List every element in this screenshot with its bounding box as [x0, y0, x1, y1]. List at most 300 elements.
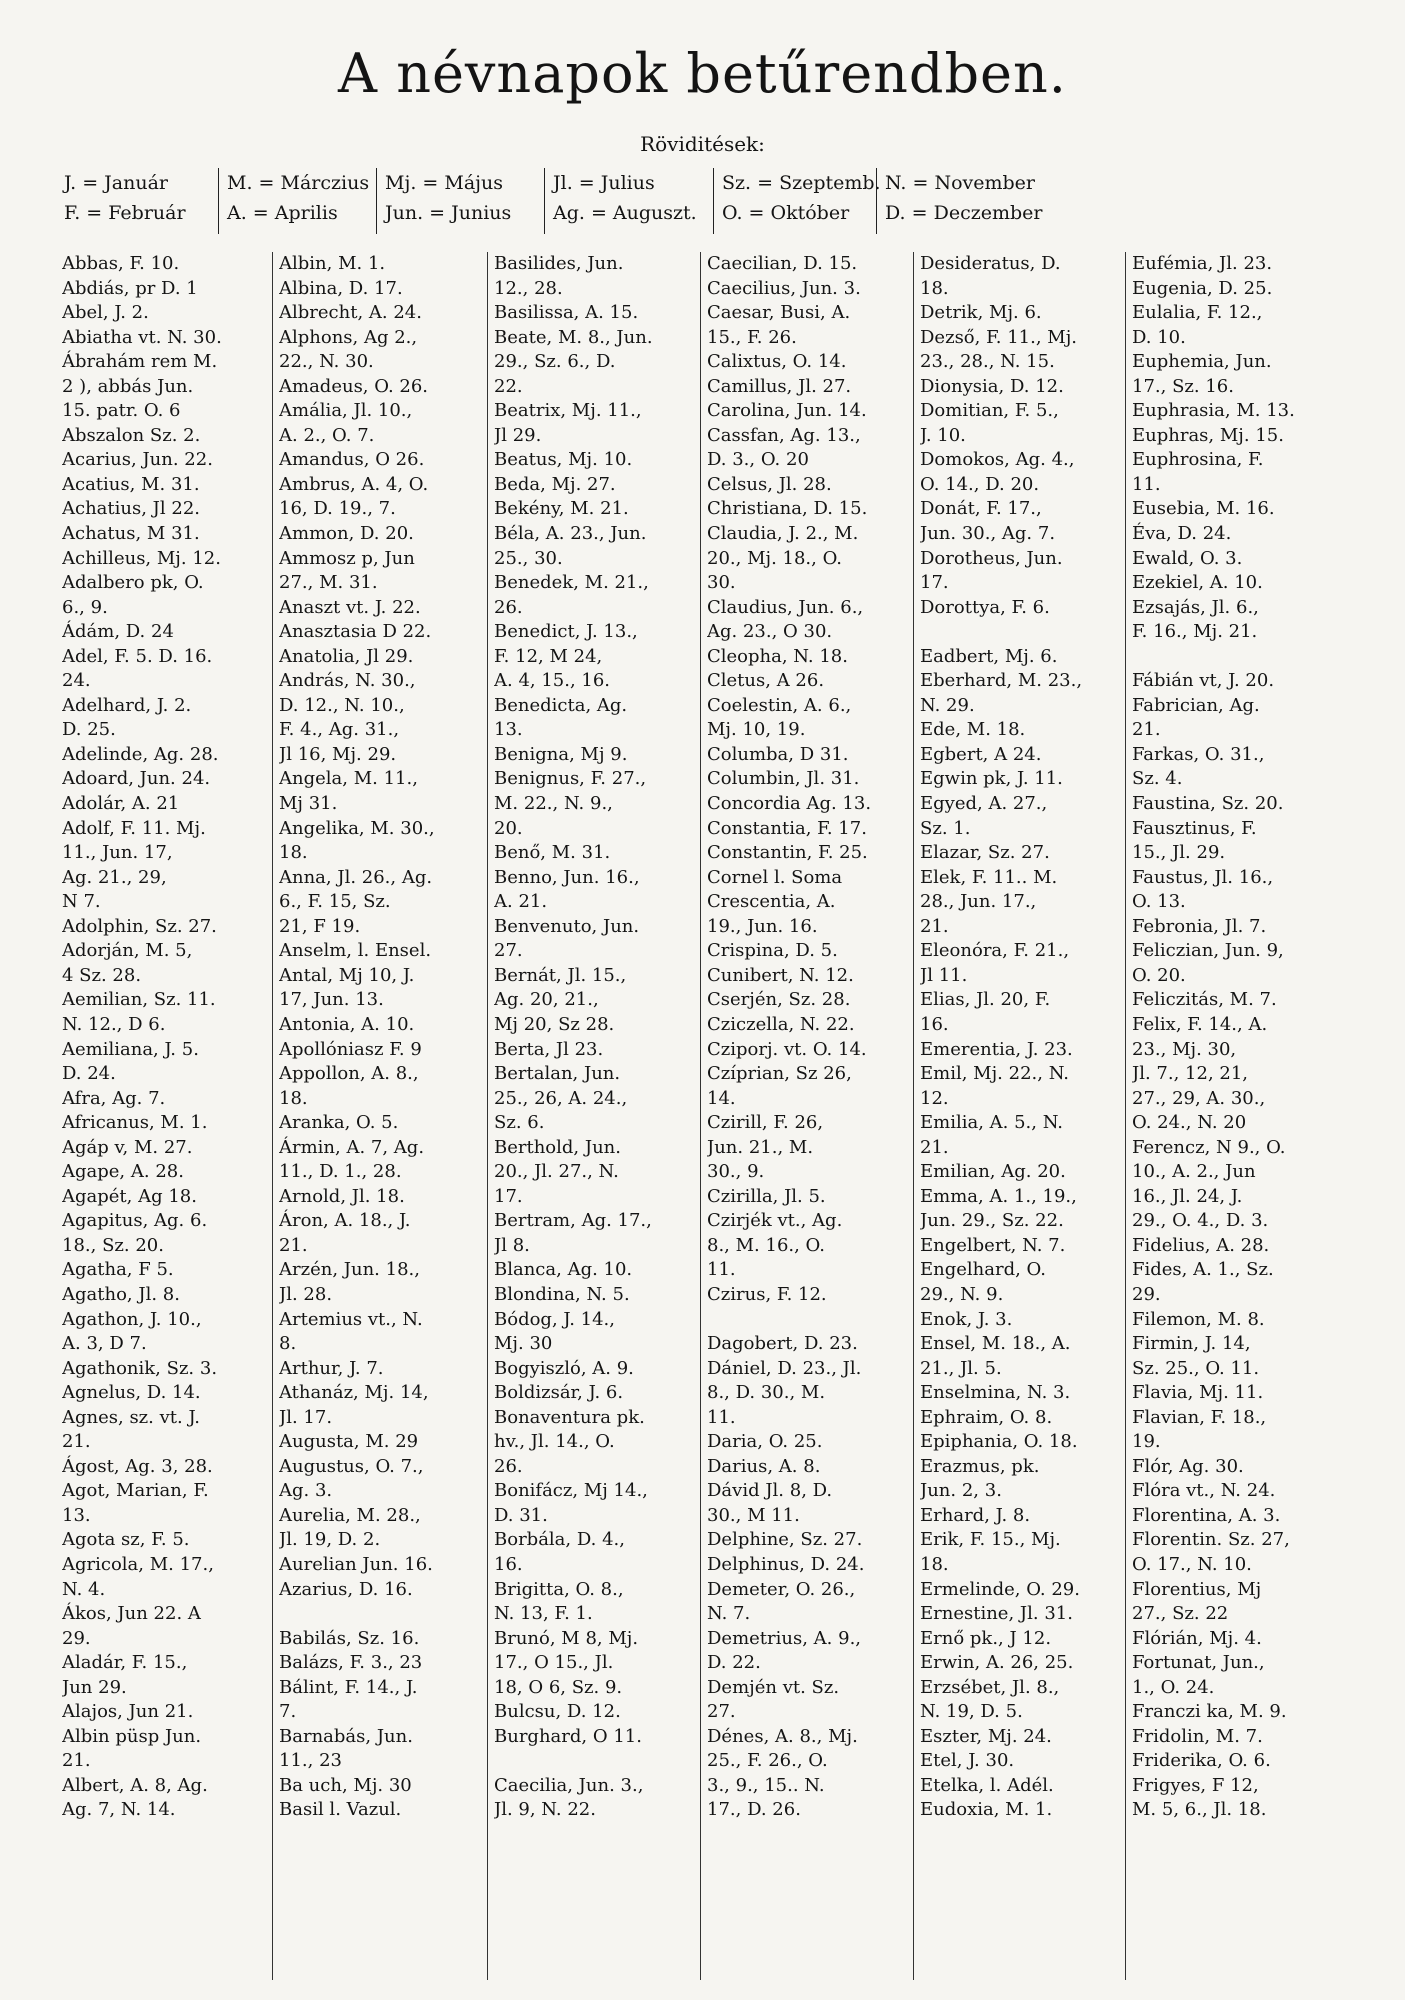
- name-day-entry: Bernát, Jl. 15.,: [494, 964, 627, 986]
- name-day-entry: Cziczella, N. 22.: [707, 1013, 855, 1035]
- name-day-entry: 13.: [62, 1504, 91, 1526]
- name-day-entry: Berta, Jl 23.: [494, 1038, 604, 1060]
- name-day-entry: Sz. 1.: [920, 817, 971, 839]
- name-day-entry: András, N. 30.,: [279, 670, 416, 692]
- name-day-entry: Achilleus, Mj. 12.: [62, 547, 221, 569]
- name-day-entry: Ernő pk., J 12.: [920, 1627, 1052, 1649]
- name-day-entry: Aemilian, Sz. 11.: [62, 989, 216, 1011]
- name-day-entry: Achatius, Jl 22.: [62, 498, 200, 520]
- name-day-entry: Emerentia, J. 23.: [920, 1038, 1073, 1060]
- name-day-entry: Artemius vt., N.: [279, 1308, 423, 1330]
- name-day-entry: Elias, Jl. 20, F.: [920, 989, 1051, 1011]
- legend-entry: Jun. = Junius: [385, 202, 512, 224]
- name-day-entry: Feliczitás, M. 7.: [1132, 989, 1277, 1011]
- name-day-entry: 27.: [494, 940, 523, 962]
- name-day-entry: Delphine, Sz. 27.: [707, 1529, 863, 1551]
- name-day-entry: Anaszt vt. J. 22.: [279, 596, 421, 618]
- name-day-column: [272, 252, 487, 1980]
- name-day-entry: D. 10.: [1132, 326, 1186, 348]
- name-day-entry: Eulalia, F. 12.,: [1132, 302, 1263, 324]
- name-day-entry: Agapét, Ag 18.: [62, 1185, 197, 1207]
- name-day-entry: 2 ), abbás Jun.: [62, 375, 194, 397]
- name-day-entry: Augusta, M. 29: [279, 1431, 419, 1453]
- name-day-entry: F. 12, M 24,: [494, 645, 603, 667]
- name-day-entry: 30., M 11.: [707, 1504, 800, 1526]
- name-day-entry: Angela, M. 11.,: [279, 768, 418, 790]
- name-day-entry: N. 13, F. 1.: [494, 1603, 593, 1625]
- name-day-entry: Benedict, J. 13.,: [494, 621, 638, 643]
- name-day-entry: 6., 9.: [62, 596, 108, 618]
- name-day-entry: Ag. 23., O 30.: [707, 621, 833, 643]
- name-day-entry: 20., Jl. 27., N.: [494, 1161, 619, 1183]
- name-day-entry: 18., Sz. 20.: [62, 1234, 164, 1256]
- name-day-entry: 30.: [707, 572, 736, 594]
- name-day-entry: Dávid Jl. 8, D.: [707, 1480, 833, 1502]
- name-day-entry: Engelhard, O.: [920, 1259, 1046, 1281]
- name-day-entry: N. 29.: [920, 694, 975, 716]
- name-day-entry: Ewald, O. 3.: [1132, 547, 1243, 569]
- name-day-entry: Anna, Jl. 26., Ag.: [279, 866, 433, 888]
- name-day-entry: Desideratus, D.: [920, 253, 1061, 274]
- name-day-entry: Jl 16, Mj. 29.: [279, 743, 397, 765]
- name-day-entry: Daria, O. 25.: [707, 1431, 823, 1453]
- name-day-entry: N. 7.: [707, 1603, 751, 1625]
- name-day-entry: 1., O. 24.: [1132, 1676, 1215, 1698]
- name-day-entry: Cornel l. Soma: [707, 866, 843, 888]
- name-day-entry: F. 16., Mj. 21.: [1132, 621, 1258, 643]
- legend-entry: A. = Aprilis: [227, 202, 338, 224]
- name-day-entry: Arzén, Jun. 18.,: [279, 1259, 420, 1281]
- name-day-entry: Erik, F. 15., Mj.: [920, 1529, 1061, 1551]
- name-day-entry: Cassfan, Ag. 13.,: [707, 424, 861, 446]
- name-day-entry: Appollon, A. 8.,: [279, 1063, 419, 1085]
- name-day-entry: Ezsajás, Jl. 6.,: [1132, 596, 1259, 618]
- name-day-entry: M. 5, 6., Jl. 18.: [1132, 1799, 1267, 1821]
- name-day-entry: Euphemia, Jun.: [1132, 351, 1272, 373]
- legend-entry: Jl. = Julius: [553, 172, 655, 194]
- name-day-entry: Dénes, A. 8., Mj.: [707, 1725, 858, 1747]
- name-day-entry: Ag. 3.: [279, 1480, 333, 1502]
- name-day-entry: Bódog, J. 14.,: [494, 1308, 615, 1330]
- name-day-entry: Dorottya, F. 6.: [920, 596, 1050, 618]
- name-day-entry: Basilissa, A. 15.: [494, 302, 639, 324]
- name-day-entry: Eudoxia, M. 1.: [920, 1799, 1053, 1821]
- name-day-entry: Aranka, O. 5.: [279, 1112, 399, 1134]
- name-day-entry: Antal, Mj 10, J.: [279, 964, 415, 986]
- name-day-entry: 11., D. 1., 28.: [279, 1161, 402, 1183]
- name-day-entry: Delphinus, D. 24.: [707, 1553, 865, 1575]
- name-day-entry: Dorotheus, Jun.: [920, 547, 1063, 569]
- name-day-entry: Crescentia, A.: [707, 891, 836, 913]
- name-day-entry: Felix, F. 14., A.: [1132, 1013, 1268, 1035]
- name-day-entry: 18, O 6, Sz. 9.: [494, 1676, 623, 1698]
- name-day-entry: Florentius, Mj: [1132, 1578, 1262, 1600]
- name-day-entry: 17., D. 26.: [707, 1799, 801, 1821]
- name-day-entry: 21.: [62, 1431, 91, 1453]
- name-day-entry: Amadeus, O. 26.: [279, 375, 429, 397]
- name-day-entry: Caecilius, Jun. 3.: [707, 277, 861, 299]
- name-day-entry: Ezekiel, A. 10.: [1132, 572, 1263, 594]
- name-day-entry: Demeter, O. 26.,: [707, 1578, 856, 1600]
- name-day-entry: 6., F. 15, Sz.: [279, 891, 391, 913]
- name-day-entry: Demjén vt. Sz.: [707, 1676, 840, 1698]
- name-day-entry: Czirill, F. 26,: [707, 1112, 824, 1134]
- name-day-entry: Adolf, F. 11. Mj.: [62, 817, 206, 839]
- name-day-entry: Anasztasia D 22.: [279, 621, 432, 643]
- name-day-entry: Adelhard, J. 2.: [62, 694, 192, 716]
- name-day-entry: Adolár, A. 21: [62, 793, 180, 815]
- name-day-entry: Etel, J. 30.: [920, 1750, 1015, 1772]
- name-day-entry: Bertalan, Jun.: [494, 1063, 621, 1085]
- name-day-entry: 18.: [920, 1553, 949, 1575]
- name-day-entry: M. 22., N. 9.,: [494, 793, 613, 815]
- name-day-entry: [707, 1308, 913, 1333]
- name-day-entry: Cziporj. vt. O. 14.: [707, 1038, 867, 1060]
- name-day-entry: 16, D. 19., 7.: [279, 498, 396, 520]
- name-day-entry: Blondina, N. 5.: [494, 1283, 630, 1305]
- name-day-entry: Adalbero pk, O.: [62, 572, 204, 594]
- name-day-entry: Ag. 21., 29,: [62, 866, 167, 888]
- name-day-entry: 17, Jun. 13.: [279, 989, 384, 1011]
- name-day-entry: Benigna, Mj 9.: [494, 743, 628, 765]
- name-day-entry: Antonia, A. 10.: [279, 1013, 415, 1035]
- name-day-entry: Angelika, M. 30.,: [279, 817, 435, 839]
- name-day-entry: Áron, A. 18., J.: [279, 1210, 411, 1232]
- name-day-entry: 26.: [494, 596, 523, 618]
- name-day-column: [700, 252, 913, 1980]
- name-day-entry: Domokos, Ag. 4.,: [920, 449, 1075, 471]
- name-day-entry: 23., 28., N. 15.: [920, 351, 1055, 373]
- name-day-entry: Elek, F. 11.. M.: [920, 866, 1058, 888]
- name-day-entry: 11.: [707, 1406, 736, 1428]
- name-day-entry: Agota sz, F. 5.: [62, 1529, 190, 1551]
- name-day-entry: Burghard, O 11.: [494, 1725, 642, 1747]
- name-day-entry: Crispina, D. 5.: [707, 940, 838, 962]
- name-day-entry: 26.: [494, 1455, 523, 1477]
- name-day-entry: Africanus, M. 1.: [62, 1112, 208, 1134]
- name-day-entry: Jl. 7., 12, 21,: [1132, 1063, 1249, 1085]
- name-day-entry: Abdiás, pr D. 1: [62, 277, 198, 299]
- name-day-entry: 29.: [1132, 1283, 1161, 1305]
- name-day-entry: O. 20.: [1132, 964, 1186, 986]
- name-day-entry: Ag. 20, 21.,: [494, 989, 599, 1011]
- name-day-entry: Friderika, O. 6.: [1132, 1750, 1271, 1772]
- name-day-entry: Abiatha vt. N. 30.: [62, 326, 222, 348]
- name-day-entry: Albina, D. 17.: [279, 277, 403, 299]
- name-day-entry: Fridolin, M. 7.: [1132, 1725, 1263, 1747]
- name-day-entry: Flór, Ag. 30.: [1132, 1455, 1244, 1477]
- name-day-entry: Detrik, Mj. 6.: [920, 302, 1042, 324]
- name-day-entry: 25., 30.: [494, 547, 563, 569]
- name-day-entry: Aladár, F. 15.,: [62, 1652, 188, 1674]
- name-day-entry: 21.: [920, 1136, 949, 1158]
- name-day-entry: Ermelinde, O. 29.: [920, 1578, 1080, 1600]
- name-day-entry: Florentina, A. 3.: [1132, 1504, 1281, 1526]
- name-day-entry: Athanáz, Mj. 14,: [279, 1382, 429, 1404]
- name-day-entry: 24.: [62, 670, 91, 692]
- name-day-entry: Abel, J. 2.: [62, 302, 149, 324]
- name-day-entry: Flórián, Mj. 4.: [1132, 1627, 1262, 1649]
- name-day-entry: Jun. 2, 3.: [920, 1480, 1002, 1502]
- name-day-entry: Claudius, Jun. 6.,: [707, 596, 864, 618]
- name-day-entry: 15. patr. O. 6: [62, 400, 181, 422]
- name-day-entry: Acatius, M. 31.: [62, 473, 200, 495]
- name-day-entry: Babilás, Sz. 16.: [279, 1627, 420, 1649]
- name-day-entry: Czíprian, Sz 26,: [707, 1063, 852, 1085]
- name-day-entry: Benvenuto, Jun.: [494, 915, 640, 937]
- name-day-entry: Achatus, M 31.: [62, 523, 200, 545]
- name-day-entry: Czirus, F. 12.: [707, 1283, 827, 1305]
- name-day-entry: Arnold, Jl. 18.: [279, 1185, 405, 1207]
- name-day-entry: 21.: [1132, 719, 1161, 741]
- name-day-entry: Bonaventura pk.: [494, 1406, 645, 1428]
- name-day-entry: 22., N. 30.: [279, 351, 374, 373]
- name-day-entry: Faustus, Jl. 16.,: [1132, 866, 1274, 888]
- name-day-entry: Apollóniasz F. 9: [279, 1038, 422, 1060]
- name-day-entry: 18.: [920, 277, 949, 299]
- name-day-entry: 8.: [279, 1333, 297, 1355]
- name-day-entry: Jl 11.: [920, 964, 968, 986]
- name-day-entry: Florentin. Sz. 27,: [1132, 1529, 1290, 1551]
- name-day-entry: N. 12., D 6.: [62, 1013, 166, 1035]
- name-day-entry: O. 14., D. 20.: [920, 473, 1040, 495]
- name-day-entry: Beatrix, Mj. 11.,: [494, 400, 642, 422]
- name-day-entry: 16.: [920, 1013, 949, 1035]
- name-day-entry: 27., 29, A. 30.,: [1132, 1087, 1266, 1109]
- name-day-entry: Euphrosina, F.: [1132, 449, 1264, 471]
- name-day-entry: Beda, Mj. 27.: [494, 473, 616, 495]
- legend-column: [544, 168, 720, 234]
- name-day-entry: Barnabás, Jun.: [279, 1725, 413, 1747]
- name-day-entry: Jl. 9, N. 22.: [494, 1799, 596, 1821]
- name-day-entry: Agatho, Jl. 8.: [62, 1283, 180, 1305]
- name-day-entry: 16., Jl. 24, J.: [1132, 1185, 1243, 1207]
- name-day-entry: Ammon, D. 20.: [279, 523, 414, 545]
- name-day-entry: Flavia, Mj. 11.: [1132, 1382, 1264, 1404]
- name-day-column: [487, 252, 700, 1980]
- name-day-entry: Jl 8.: [494, 1234, 530, 1256]
- name-day-entry: Beate, M. 8., Jun.: [494, 326, 653, 348]
- name-day-entry: Epiphania, O. 18.: [920, 1431, 1078, 1453]
- name-day-entry: [1132, 645, 1402, 670]
- name-day-entry: Berthold, Jun.: [494, 1136, 621, 1158]
- legend-column: [218, 168, 383, 234]
- name-day-entry: Jun. 30., Ag. 7.: [920, 523, 1056, 545]
- name-day-entry: Fides, A. 1., Sz.: [1132, 1259, 1274, 1281]
- name-day-entry: J. 10.: [920, 424, 966, 446]
- name-day-entry: Czirilla, Jl. 5.: [707, 1185, 826, 1207]
- name-day-entry: Demetrius, A. 9.,: [707, 1627, 862, 1649]
- name-day-entry: Enok, J. 3.: [920, 1308, 1013, 1330]
- name-day-entry: Ede, M. 18.: [920, 719, 1026, 741]
- name-day-entry: Ephraim, O. 8.: [920, 1406, 1053, 1428]
- name-day-entry: Dagobert, D. 23.: [707, 1333, 858, 1355]
- name-day-entry: Azarius, D. 16.: [279, 1578, 413, 1600]
- name-day-entry: Flavian, F. 18.,: [1132, 1406, 1267, 1428]
- name-day-entry: Donát, F. 17.,: [920, 498, 1042, 520]
- legend-entry: F. = Február: [64, 202, 186, 224]
- name-day-entry: 19.: [1132, 1431, 1161, 1453]
- name-day-entry: Elazar, Sz. 27.: [920, 842, 1050, 864]
- name-day-entry: 7.: [279, 1701, 297, 1723]
- name-day-entry: 17., Sz. 16.: [1132, 375, 1234, 397]
- name-day-column: [1125, 252, 1402, 1980]
- name-day-entry: Arthur, J. 7.: [279, 1357, 384, 1379]
- name-day-entry: 17.: [920, 572, 949, 594]
- name-day-entry: 21, F 19.: [279, 915, 361, 937]
- name-day-entry: Emma, A. 1., 19.,: [920, 1185, 1077, 1207]
- name-day-entry: 13.: [494, 719, 523, 741]
- name-day-entry: Eberhard, M. 23.,: [920, 670, 1083, 692]
- name-day-entry: Sz. 6.: [494, 1112, 545, 1134]
- name-day-entry: Camillus, Jl. 27.: [707, 375, 852, 397]
- name-day-entry: Ákos, Jun 22. A: [62, 1603, 201, 1625]
- name-day-entry: Flóra vt., N. 24.: [1132, 1480, 1276, 1502]
- name-day-entry: Brunó, M 8, Mj.: [494, 1627, 639, 1649]
- name-day-entry: Benő, M. 31.: [494, 842, 611, 864]
- name-day-entry: Aemiliana, J. 5.: [62, 1038, 199, 1060]
- name-day-entry: Sz. 4.: [1132, 768, 1183, 790]
- name-day-entry: Etelka, l. Adél.: [920, 1774, 1054, 1796]
- name-day-entry: Egwin pk, J. 11.: [920, 768, 1063, 790]
- name-day-entry: Eusebia, M. 16.: [1132, 498, 1275, 520]
- legend-column: [876, 168, 1175, 234]
- name-day-entry: Basilides, Jun.: [494, 253, 624, 274]
- name-day-entry: Feliczian, Jun. 9,: [1132, 940, 1284, 962]
- name-day-entry: Ágost, Ag. 3, 28.: [62, 1455, 213, 1477]
- legend-entry: Mj. = Május: [385, 172, 504, 194]
- name-day-entry: Domitian, F. 5.,: [920, 400, 1059, 422]
- name-day-entry: Coelestin, A. 6.,: [707, 694, 852, 716]
- name-day-entry: 11.: [707, 1259, 736, 1281]
- name-day-entry: Jl 29.: [494, 424, 542, 446]
- name-day-entry: Jl. 19, D. 2.: [279, 1529, 381, 1551]
- name-day-entry: Benedek, M. 21.,: [494, 572, 649, 594]
- name-day-column: [62, 252, 267, 1980]
- name-day-entry: Dániel, D. 23., Jl.: [707, 1357, 862, 1379]
- name-day-entry: Fidelius, A. 28.: [1132, 1234, 1270, 1256]
- name-day-entry: Basil l. Vazul.: [279, 1799, 402, 1821]
- name-day-column: [913, 252, 1125, 1980]
- name-day-entry: 8., M. 16., O.: [707, 1234, 825, 1256]
- name-day-entry: Agatha, F 5.: [62, 1259, 174, 1281]
- name-day-entry: O. 24., N. 20: [1132, 1112, 1247, 1134]
- name-day-entry: Ádám, D. 24: [62, 621, 174, 643]
- name-day-entry: Constantia, F. 17.: [707, 817, 867, 839]
- name-day-entry: Ag. 7, N. 14.: [62, 1799, 176, 1821]
- name-day-entry: Mj. 10, 19.: [707, 719, 806, 741]
- name-day-entry: Aurelia, M. 28.,: [279, 1504, 421, 1526]
- name-day-entry: Jun. 29., Sz. 22.: [920, 1210, 1064, 1232]
- name-day-entry: Eugenia, D. 25.: [1132, 277, 1273, 299]
- name-day-entry: 27., M. 31.: [279, 572, 378, 594]
- name-day-entry: 18.: [279, 842, 308, 864]
- name-day-entry: Carolina, Jun. 14.: [707, 400, 867, 422]
- name-day-entry: Engelbert, N. 7.: [920, 1234, 1066, 1256]
- name-day-entry: 8., D. 30., M.: [707, 1382, 826, 1404]
- name-day-entry: Cletus, A 26.: [707, 670, 825, 692]
- name-day-entry: Euphrasia, M. 13.: [1132, 400, 1295, 422]
- name-day-entry: Ammosz p, Jun: [279, 547, 415, 569]
- name-day-entry: Christiana, D. 15.: [707, 498, 868, 520]
- name-day-entry: Ábrahám rem M.: [62, 351, 218, 373]
- name-day-entry: Albin püsp Jun.: [62, 1725, 202, 1747]
- name-day-entry: Caesar, Busi, A.: [707, 302, 851, 324]
- name-day-entry: Afra, Ag. 7.: [62, 1087, 166, 1109]
- name-day-entry: D. 12., N. 10.,: [279, 694, 405, 716]
- name-day-entry: Jun. 21., M.: [707, 1136, 814, 1158]
- name-day-entry: Agapitus, Ag. 6.: [62, 1210, 208, 1232]
- name-day-entry: Anatolia, Jl 29.: [279, 645, 414, 667]
- name-day-entry: Filemon, M. 8.: [1132, 1308, 1265, 1330]
- name-day-entry: 12.: [920, 1087, 949, 1109]
- name-day-entry: Abbas, F. 10.: [62, 253, 180, 274]
- name-day-entry: D. 22.: [707, 1652, 761, 1674]
- name-day-entry: 12., 28.: [494, 277, 563, 299]
- abbreviations-heading: Röviditések:: [640, 132, 765, 156]
- name-day-entry: 29., O. 4., D. 3.: [1132, 1210, 1269, 1232]
- name-day-entry: Erzsébet, Jl. 8.,: [920, 1676, 1060, 1698]
- name-day-entry: 28., Jun. 17.,: [920, 891, 1037, 913]
- name-day-entry: 14.: [707, 1087, 736, 1109]
- name-day-entry: Bálint, F. 14., J.: [279, 1676, 418, 1698]
- name-day-entry: 21.: [920, 915, 949, 937]
- name-day-entry: hv., Jl. 14., O.: [494, 1431, 615, 1453]
- name-day-entry: Agnes, sz. vt. J.: [62, 1406, 200, 1428]
- name-day-entry: 27., Sz. 22: [1132, 1603, 1229, 1625]
- name-day-entry: 16.: [494, 1553, 523, 1575]
- name-day-entry: N. 4.: [62, 1578, 106, 1600]
- name-day-entry: A. 21.: [494, 891, 548, 913]
- name-day-entry: O. 13.: [1132, 891, 1186, 913]
- name-day-entry: Alphons, Ag 2.,: [279, 326, 418, 348]
- name-day-entry: Ernestine, Jl. 31.: [920, 1603, 1073, 1625]
- name-day-entry: Eadbert, Mj. 6.: [920, 645, 1058, 667]
- name-day-entry: Caecilia, Jun. 3.,: [494, 1774, 644, 1796]
- name-day-entry: Enselmina, N. 3.: [920, 1382, 1071, 1404]
- name-day-entry: Jl. 17.: [279, 1406, 333, 1428]
- name-day-entry: Ba uch, Mj. 30: [279, 1774, 412, 1796]
- name-day-entry: Agathon, J. 10.,: [62, 1308, 202, 1330]
- name-day-entry: Egyed, A. 27.,: [920, 793, 1048, 815]
- name-day-entry: [920, 620, 1125, 645]
- name-day-entry: 10., A. 2., Jun: [1132, 1161, 1256, 1183]
- legend-entry: Sz. = Szeptemb.: [722, 172, 881, 194]
- name-day-entry: Mj 31.: [279, 793, 338, 815]
- name-day-entry: Mj. 30: [494, 1333, 553, 1355]
- name-day-entry: 27.: [707, 1701, 736, 1723]
- name-day-entry: Brigitta, O. 8.,: [494, 1578, 624, 1600]
- name-day-entry: 15., F. 26.: [707, 326, 797, 348]
- page-title: A névnapok betűrendben.: [338, 42, 1067, 105]
- name-day-entry: Cunibert, N. 12.: [707, 964, 854, 986]
- name-day-entry: D. 3., O. 20: [707, 449, 809, 471]
- name-day-entry: Adolphin, Sz. 27.: [62, 915, 217, 937]
- name-day-entry: D. 25.: [62, 719, 116, 741]
- name-day-entry: A. 4, 15., 16.: [494, 670, 611, 692]
- name-day-entry: 25., 26, A. 24.,: [494, 1087, 628, 1109]
- name-day-entry: Faustina, Sz. 20.: [1132, 793, 1284, 815]
- name-day-entry: A. 3, D 7.: [62, 1333, 147, 1355]
- legend-entry: D. = Deczember: [885, 202, 1043, 224]
- name-day-entry: 23., Mj. 30,: [1132, 1038, 1237, 1060]
- name-day-entry: Blanca, Ag. 10.: [494, 1259, 633, 1281]
- name-day-entry: Dezső, F. 11., Mj.: [920, 326, 1078, 348]
- name-day-entry: Jl. 28.: [279, 1283, 333, 1305]
- name-day-entry: A. 2., O. 7.: [279, 424, 375, 446]
- name-day-entry: Agricola, M. 17.,: [62, 1553, 214, 1575]
- name-day-entry: 18.: [279, 1087, 308, 1109]
